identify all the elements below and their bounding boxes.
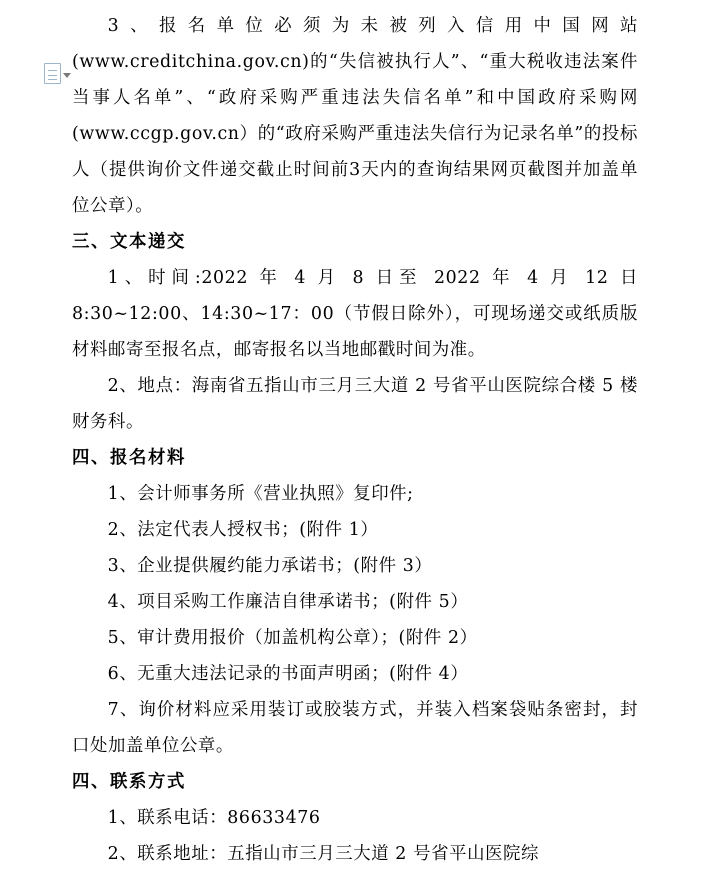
document-thumbnail-icon [44,63,61,84]
heading-contact-information: 四、联系方式 [72,772,186,792]
list-item: 4、项目采购工作廉洁自律承诺书；(附件 5） [107,592,469,612]
list-item: 2、法定代表人授权书；(附件 1） [107,520,379,540]
paragraph-registration-requirement: 3、报名单位必须为未被列入信用中国网站(www.creditchina.gov.cn)的“失信被执行人”、“重大税收违法案件当事人名单”、“政府采购严重违法失信名单”和中国政府采购网(www.ccgp.gov.cn）的“政府采购严重违法失信行为记录名单”的投标人（提供询价文件递交截止时间前3天内的查询结果网页截图并加盖单位公章）。 [72,16,638,216]
list-item: 1、联系电话：86633476 [107,808,321,828]
list-item: 2、联系地址：五指山市三月三大道 2 号省平山医院综 [107,844,540,864]
paragraph-submission-location: 2、地点：海南省五指山市三月三大道 2 号省平山医院综合楼 5 楼财务科。 [72,376,638,432]
document-body [72,8,645,872]
heading-registration-materials: 四、报名材料 [72,448,186,468]
list-item: 6、无重大违法记录的书面声明函；(附件 4） [107,664,469,684]
list-item: 5、审计费用报价（加盖机构公章）；(附件 2） [107,628,478,648]
document-thumbnail-marker[interactable] [44,62,78,84]
heading-text-submission: 三、文本递交 [72,232,186,252]
list-item: 7、询价材料应采用装订或胶装方式，并装入档案袋贴条密封，封口处加盖单位公章。 [72,700,638,756]
list-item: 3、企业提供履约能力承诺书；(附件 3） [107,556,433,576]
list-item: 1、会计师事务所《营业执照》复印件; [107,484,414,504]
chevron-down-icon[interactable] [63,73,71,78]
paragraph-submission-time: 1、时间:2022 年 4 月 8 日至 2022 年 4 月 12 日 8:30~12:00、14:30~17：00（节假日除外），可现场递交或纸质版材料邮寄至报名点，邮寄报名以当地邮戳时间为准。 [72,268,645,360]
